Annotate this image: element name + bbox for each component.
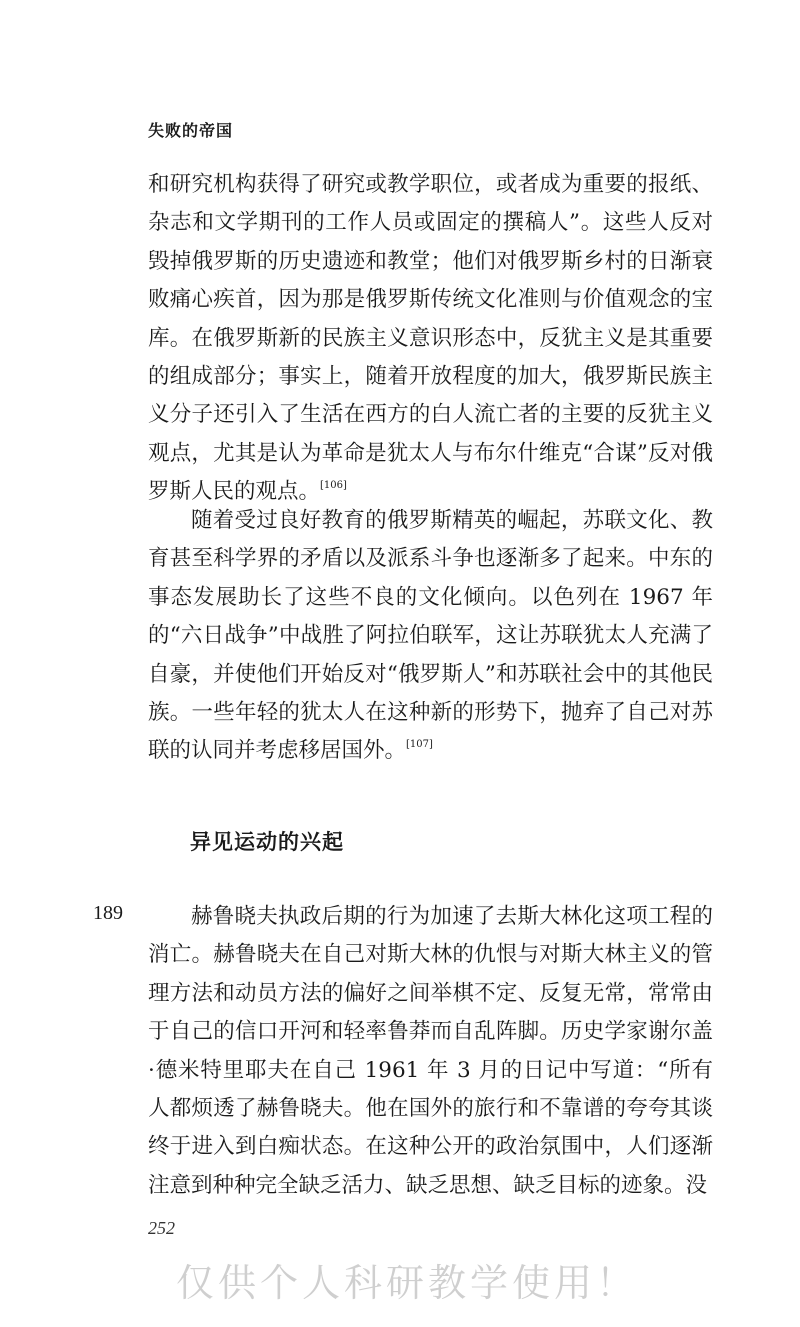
paragraph-3-text: 赫鲁晓夫执政后期的行为加速了去斯大林化这项工程的消亡。赫鲁晓夫在自己对斯大林的仇恨与对斯大林主义的管理方法和动员方法的偏好之间举棋不定、反复无常，常常由于自己的信口开河和轻率鲁莽而自乱阵脚。历史学家谢尔盖·德米特里耶夫在自己 1961 年 3 月的日记中写道：“所有人都烦透了赫鲁晓夫。他在国外的旅行和不靠谱的夸夸其谈终于进入到白痴状态。在这种公开的政治氛围中，人们逐渐注意到种种完全缺乏活力、缺乏思想、缺乏目标的迹象。没 [148,904,713,1198]
margin-page-reference: 189 [93,902,123,924]
paragraph-1-text: 和研究机构获得了研究或教学职位，或者成为重要的报纸、杂志和文学期刊的工作人员或固定的撰稿人”。这些人反对毁掉俄罗斯的历史遗迹和教堂；他们对俄罗斯乡村的日渐衰败痛心疾首，因为那是俄罗斯传统文化准则与价值观念的宝库。在俄罗斯新的民族主义意识形态中，反犹主义是其重要的组成部分；事实上，随着开放程度的加大，俄罗斯民族主义分子还引入了生活在西方的白人流亡者的主要的反犹主义观点，尤其是认为革命是犹太人与布尔什维克“合谋”反对俄罗斯人民的观点。 [148,172,713,505]
paragraph-1 [148,166,713,512]
paragraph-2-text: 随着受过良好教育的俄罗斯精英的崛起，苏联文化、教育甚至科学界的矛盾以及派系斗争也逐渐多了起来。中东的事态发展助长了这些不良的文化倾向。以色列在 1967 年的“六日战争”中战胜了阿拉伯联军，这让苏联犹太人充满了自豪，并使他们开始反对“俄罗斯人”和苏联社会中的其他民族。一些年轻的犹太人在这种新的形势下，抛弃了自己对苏联的认同并考虑移居国外。 [148,508,713,764]
section-heading: 异见运动的兴起 [190,830,344,854]
paragraph-2 [148,502,713,771]
footnote-ref-107[interactable]: [107] [406,739,433,751]
running-head: 失败的帝国 [148,121,234,140]
page-number: 252 [148,1218,175,1238]
paragraph-3 [148,898,713,1205]
footnote-ref-106[interactable]: [106] [320,480,347,492]
watermark-text: 仅供个人科研教学使用！ [176,1261,639,1305]
